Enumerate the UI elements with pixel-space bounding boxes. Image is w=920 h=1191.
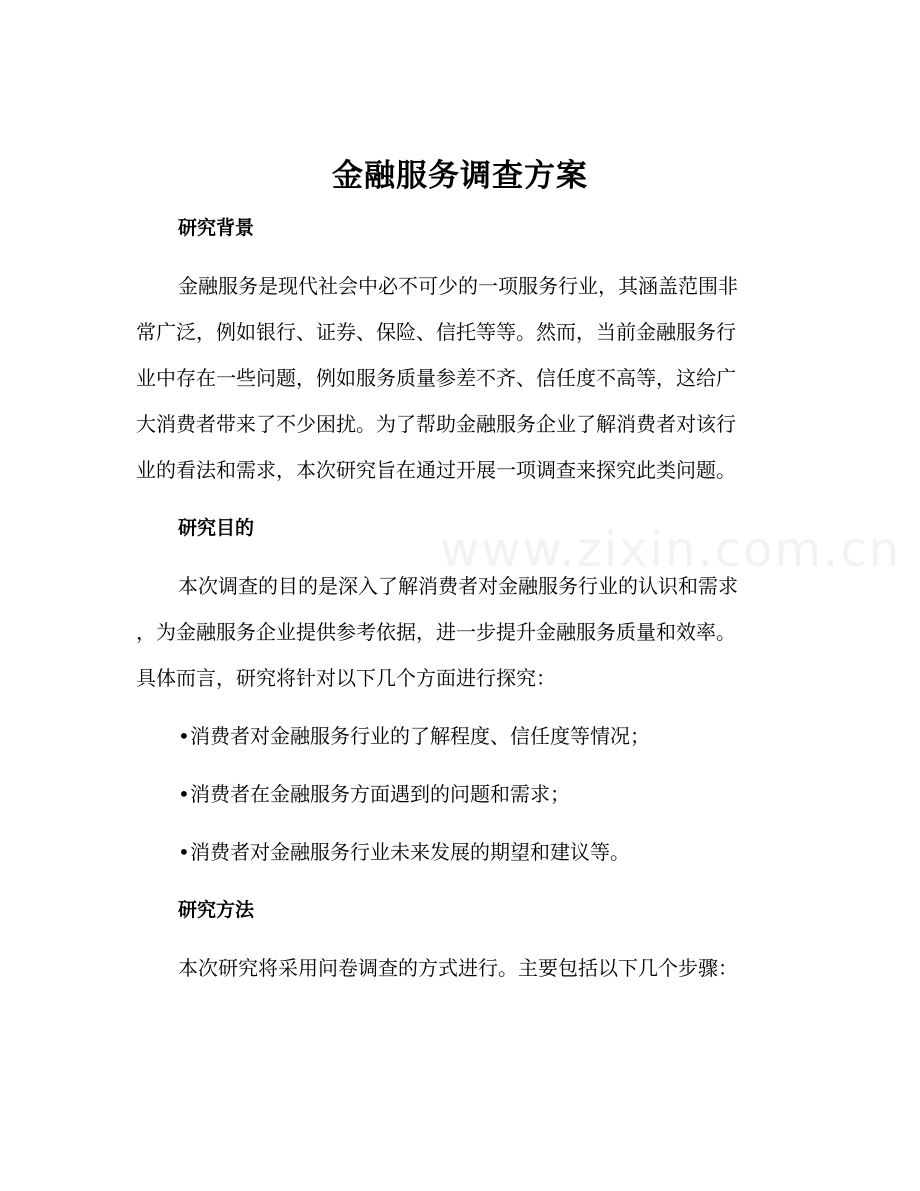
paragraph-line: 常广泛，例如银行、证券、保险、信托等等。然而，当前金融服务行 [136, 320, 736, 344]
paragraph-line: 本次调查的目的是深入了解消费者对金融服务行业的认识和需求 [178, 574, 738, 598]
paragraph-line: 业中存在一些问题，例如服务质量参差不齐、信任度不高等，这给广 [136, 366, 736, 390]
paragraph-line: 具体而言，研究将针对以下几个方面进行探究： [136, 666, 556, 690]
background-paragraph [136, 263, 786, 493]
paragraph-line: ，为金融服务企业提供参考依据，进一步提升金融服务质量和效率。 [136, 620, 736, 644]
purpose-paragraph [136, 563, 786, 701]
section-heading-background: 研究背景 [178, 217, 255, 239]
paragraph-line: 金融服务是现代社会中必不可少的一项服务行业，其涵盖范围非 [178, 274, 738, 298]
list-item-text: 消费者在金融服务方面遇到的问题和需求； [190, 782, 570, 806]
bullet-icon: • [178, 840, 190, 864]
method-paragraph [136, 945, 786, 991]
bullet-icon: • [178, 782, 190, 806]
list-item [178, 779, 570, 809]
list-item [178, 837, 630, 867]
bullet-icon: • [178, 724, 190, 748]
section-heading-purpose: 研究目的 [178, 517, 255, 539]
paragraph-line: 大消费者带来了不少困扰。为了帮助金融服务企业了解消费者对该行 [136, 412, 736, 436]
section-heading-method: 研究方法 [178, 899, 255, 921]
paragraph-line: 业的看法和需求，本次研究旨在通过开展一项调查来探究此类问题。 [136, 458, 736, 482]
list-item [178, 721, 650, 751]
watermark-text: www.zixin.com.cn [440, 522, 902, 578]
document-title: 金融服务调查方案 [332, 158, 588, 194]
list-item-text: 消费者对金融服务行业未来发展的期望和建议等。 [190, 840, 630, 864]
paragraph-line: 本次研究将采用问卷调查的方式进行。主要包括以下几个步骤： [178, 956, 738, 980]
list-item-text: 消费者对金融服务行业的了解程度、信任度等情况； [190, 724, 650, 748]
